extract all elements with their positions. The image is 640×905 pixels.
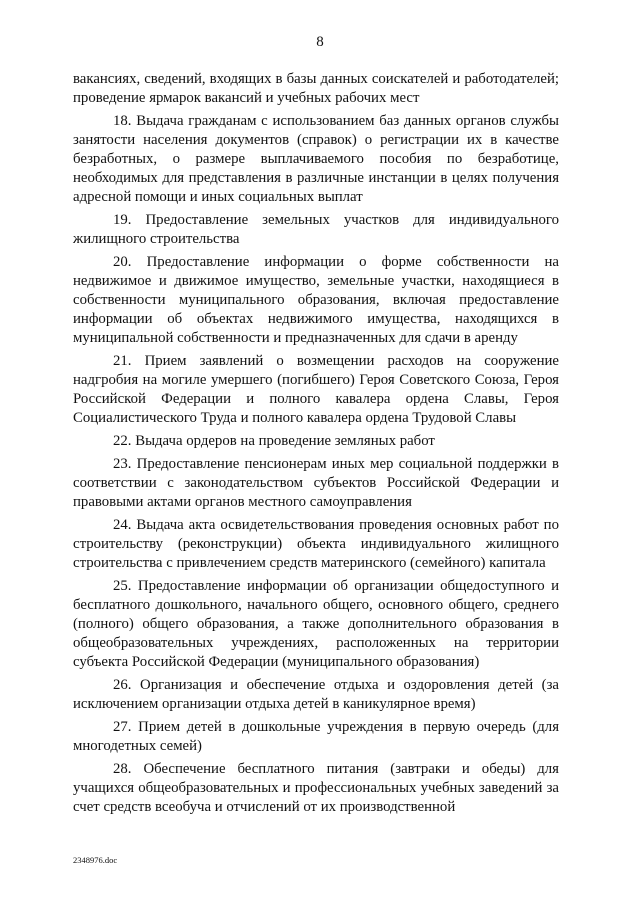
paragraph-item-27: 27. Прием детей в дошкольные учреждения в первую очередь (для многодетных семей) bbox=[73, 719, 559, 754]
document-body bbox=[73, 70, 559, 821]
paragraph-item-28: 28. Обеспечение бесплатного питания (завтраки и обеды) для учащихся общеобразовательных и профессиональных учебных заведений за счет средств всеобуча и отчислений от их производственной bbox=[73, 761, 559, 815]
paragraph-continuation: вакансиях, сведений, входящих в базы данных соискателей и работодателей; проведение ярмарок вакансий и учебных рабочих мест bbox=[73, 71, 559, 106]
paragraph-item-24: 24. Выдача акта освидетельствования проведения основных работ по строительству (реконструкции) объекта индивидуального жилищного строительства с привлечением средств материнского (семейного) капитала bbox=[73, 517, 559, 571]
page-number: 8 bbox=[316, 34, 324, 50]
paragraph-item-19: 19. Предоставление земельных участков для индивидуального жилищного строительства bbox=[73, 212, 559, 247]
paragraph-item-23: 23. Предоставление пенсионерам иных мер социальной поддержки в соответствии с законодательством субъектов Российской Федерации и правовыми актами органов местного самоуправления bbox=[73, 456, 559, 510]
paragraph-item-18: 18. Выдача гражданам с использованием баз данных органов службы занятости населения документов (справок) о регистрации их в качестве безработных, о размере выплачиваемого пособия по безработице, необходимых для представления в различные инстанции в целях получения адресной помощи и иных социальных выплат bbox=[73, 113, 559, 205]
paragraph-item-22: 22. Выдача ордеров на проведение земляных работ bbox=[113, 433, 435, 449]
document-filename-footer: 2348976.doc bbox=[73, 855, 118, 865]
paragraph-item-21: 21. Прием заявлений о возмещении расходов на сооружение надгробия на могиле умершего (погибшего) Героя Советского Союза, Героя Российской Федерации и полного кавалера ордена Славы, Героя Социалистического Труда и полного кавалера ордена Трудовой Славы bbox=[73, 353, 559, 426]
paragraph-item-25: 25. Предоставление информации об организации общедоступного и бесплатного дошкольного, начального общего, основного общего, среднего (полного) общего образования, а также дополнительного образования в общеобразовательных учреждениях, расположенных на территории субъекта Российской Федерации (муниципального образования) bbox=[73, 578, 559, 670]
paragraph-item-26: 26. Организация и обеспечение отдыха и оздоровления детей (за исключением организации отдыха детей в каникулярное время) bbox=[73, 677, 559, 712]
paragraph-item-20: 20. Предоставление информации о форме собственности на недвижимое и движимое имущество, земельные участки, находящиеся в собственности муниципального образования, включая предоставление информации об объектах недвижимого имущества, находящихся в муниципальной собственности и предназначенных для сдачи в аренду bbox=[73, 254, 559, 346]
